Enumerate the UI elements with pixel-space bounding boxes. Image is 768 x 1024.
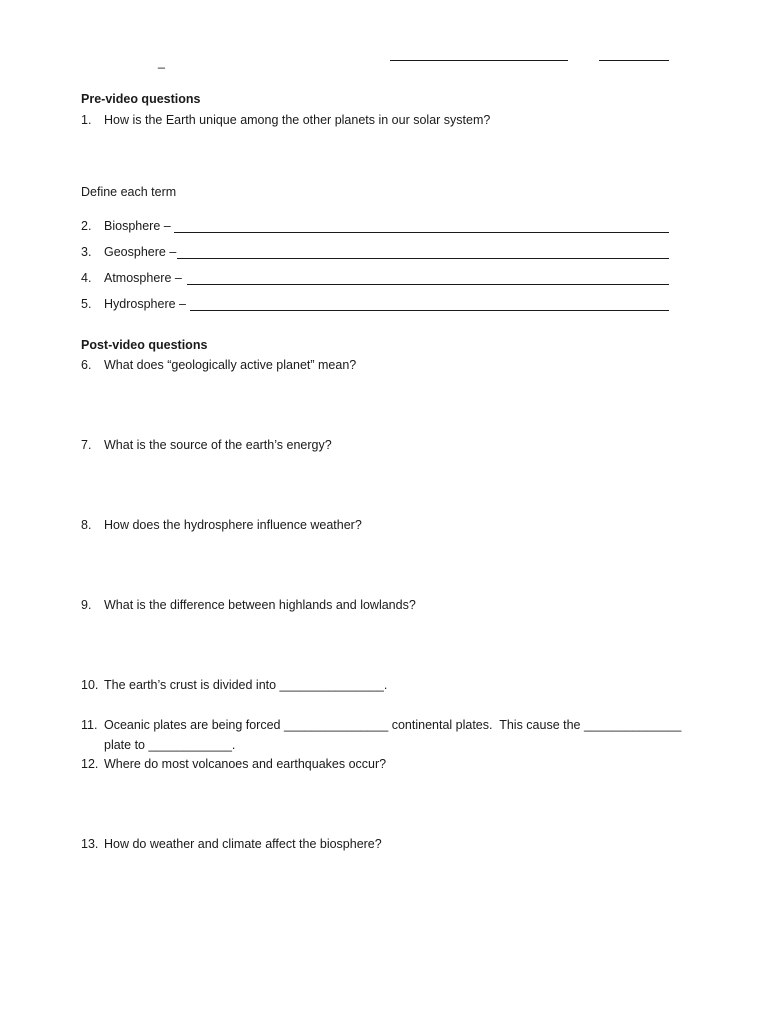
question-number: 11. <box>81 718 98 732</box>
question-text: How is the Earth unique among the other planets in our solar system? <box>104 113 491 127</box>
term-label: Biosphere – <box>104 219 171 233</box>
question-number: 5. <box>81 297 92 311</box>
question-text: What is the difference between highlands and lowlands? <box>104 598 416 612</box>
question-number: 12. <box>81 757 99 771</box>
question-text: What does “geologically active planet” mean? <box>104 358 357 372</box>
question-text: What is the source of the earth’s energy? <box>104 438 332 452</box>
question-text-line-1: Oceanic plates are being forced _______________ continental plates. This cause the ______________ <box>104 718 682 732</box>
pre-video-heading: Pre-video questions <box>81 92 201 106</box>
header-dash: _ <box>158 55 165 69</box>
question-number: 2. <box>81 219 92 233</box>
answer-blank-line[interactable] <box>190 310 669 311</box>
question-number: 6. <box>81 358 92 372</box>
date-blank-line[interactable] <box>599 60 669 61</box>
answer-blank-line[interactable] <box>177 258 669 259</box>
question-number: 10. <box>81 678 99 692</box>
question-number: 1. <box>81 113 92 127</box>
question-number: 13. <box>81 837 99 851</box>
question-text: How does the hydrosphere influence weather? <box>104 518 362 532</box>
define-label: Define each term <box>81 185 177 199</box>
question-text: The earth’s crust is divided into _______________. <box>104 678 388 692</box>
term-label: Hydrosphere – <box>104 297 186 311</box>
name-blank-line[interactable] <box>390 60 568 61</box>
answer-blank-line[interactable] <box>174 232 669 233</box>
question-number: 7. <box>81 438 92 452</box>
question-text-line-2: plate to ____________. <box>104 738 236 752</box>
question-number: 3. <box>81 245 92 259</box>
question-text: Where do most volcanoes and earthquakes occur? <box>104 757 387 771</box>
answer-blank-line[interactable] <box>187 284 669 285</box>
question-number: 4. <box>81 271 92 285</box>
question-number: 8. <box>81 518 92 532</box>
term-label: Geosphere – <box>104 245 177 259</box>
question-number: 9. <box>81 598 92 612</box>
term-label: Atmosphere – <box>104 271 182 285</box>
post-video-heading: Post-video questions <box>81 338 208 352</box>
question-text: How do weather and climate affect the biosphere? <box>104 837 382 851</box>
